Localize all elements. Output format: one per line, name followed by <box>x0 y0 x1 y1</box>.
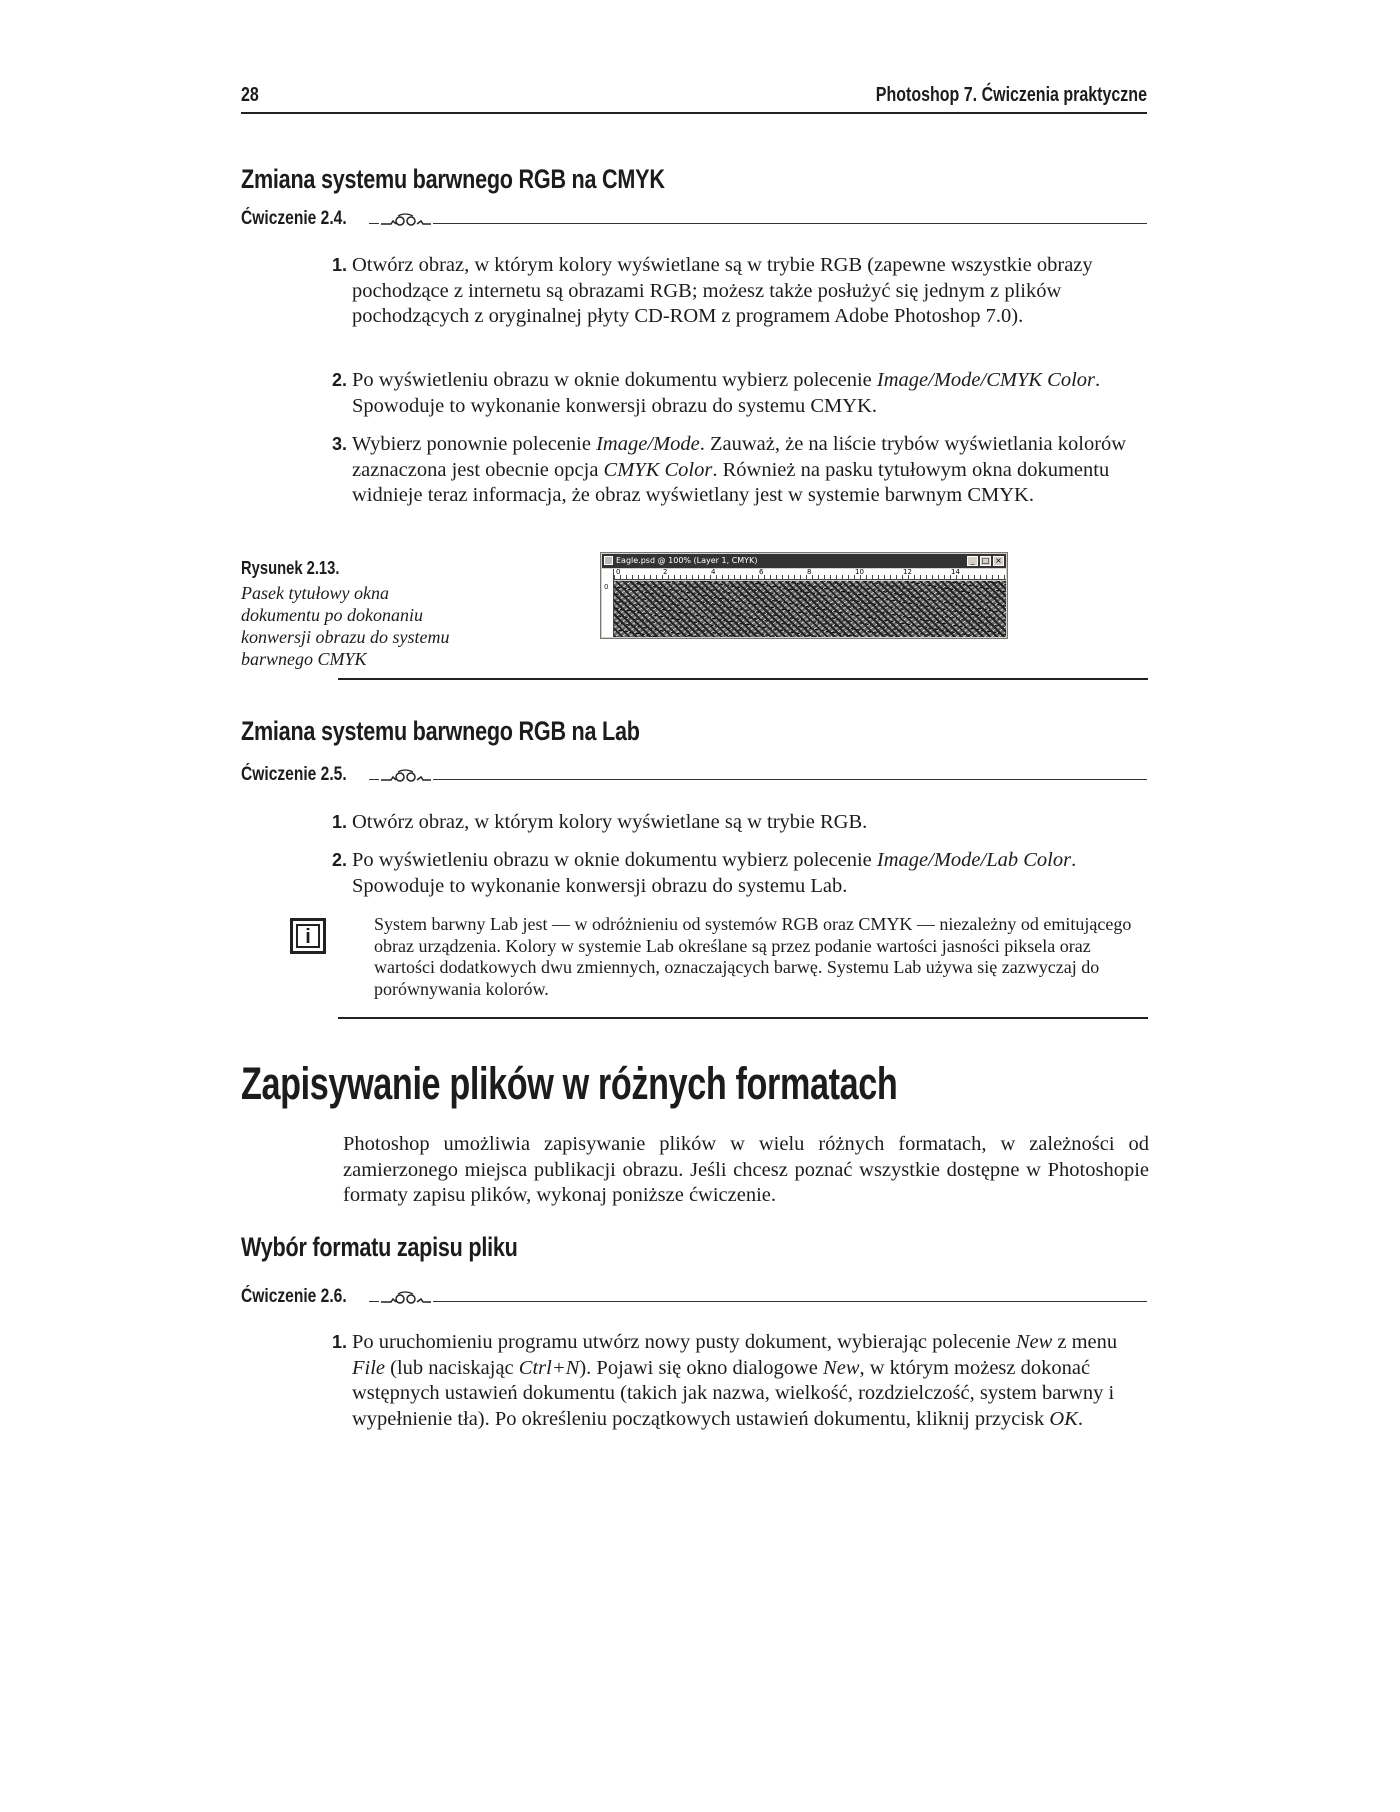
shortcut: Ctrl+N <box>518 1356 580 1379</box>
step-text: Po uruchomieniu programu utwórz nowy pusty dokument, wybierając polecenie <box>352 1331 1016 1353</box>
button-name: OK <box>1049 1407 1078 1430</box>
step-number: 1. <box>332 1332 348 1352</box>
vertical-ruler <box>602 569 614 637</box>
ornament-icon <box>379 768 433 786</box>
step-text: Otwórz obraz, w którym kolory wyświetlane są w trybie RGB. <box>352 811 868 833</box>
figure-caption-text: Pasek tytułowy okna dokumentu po dokonaniu konwersji obrazu do systemu barwnego CMYK <box>241 583 450 669</box>
exercise-label: Ćwiczenie 2.6. <box>241 1286 347 1307</box>
exercise-rule <box>369 223 1147 224</box>
image-canvas <box>614 581 1006 637</box>
step-text: . <box>1077 1407 1084 1430</box>
note-text: System barwny Lab jest — w odróżnieniu od systemów RGB oraz CMYK — niezależny od emitującego obraz urządzenia. Kolory w systemie Lab określane są przez podanie wartości jasności piksela oraz wartości dodatkowych dwu zmiennych, oznaczających barwę. Systemu Lab używa się zazwyczaj do porównywania kolorów. <box>374 914 1132 999</box>
ruler-mark: 0 <box>604 583 609 591</box>
ruler-mark: 10 <box>855 568 864 576</box>
list-item <box>332 253 1148 330</box>
running-title: Photoshop 7. Ćwiczenia praktyczne <box>875 84 1147 106</box>
exercise-rule <box>369 779 1147 780</box>
exercise-line-2-5 <box>241 764 1147 790</box>
intro-paragraph: Photoshop umożliwia zapisywanie plików w wielu różnych formatach, w zależności od zamierzonego miejsca publikacji obrazu. Jeśli chcesz poznać wszystkie dostępne w Photoshopie formaty zapisu plików, wykonaj poniższe ćwiczenie. <box>343 1133 1149 1206</box>
step-text: z menu <box>1052 1331 1118 1353</box>
section-divider <box>338 1017 1148 1019</box>
exercise-line-2-4 <box>241 208 1147 234</box>
list-item <box>332 1330 1148 1432</box>
step-number: 2. <box>332 370 348 390</box>
list-item <box>332 432 1148 509</box>
window-title: Eagle.psd @ 100% (Layer 1, CMYK) <box>616 556 758 565</box>
ruler-mark: 12 <box>903 568 912 576</box>
exercise-line-2-6 <box>241 1286 1147 1312</box>
ruler-mark: 4 <box>711 568 716 576</box>
info-icon <box>290 918 326 954</box>
step-text: . Spowoduje to wykonanie konwersji obrazu do systemu CMYK. <box>352 369 1101 417</box>
exercise-label: Ćwiczenie 2.4. <box>241 208 347 229</box>
section-heading-format: Wybór formatu zapisu pliku <box>241 1232 518 1262</box>
step-text: Wybierz ponownie polecenie <box>352 433 597 455</box>
command-name: New <box>1015 1331 1053 1353</box>
ornament-icon <box>379 1290 433 1308</box>
list-item <box>332 810 1148 836</box>
step-number: 2. <box>332 850 348 870</box>
running-header <box>241 84 1147 114</box>
step-text: Po wyświetleniu obrazu w oknie dokumentu wybierz polecenie <box>352 369 877 391</box>
maximize-icon: □ <box>981 556 990 565</box>
ruler-mark: 0 <box>616 568 621 576</box>
step-text: . Również na pasku tytułowym okna dokumentu widnieje teraz informacja, że obraz wyświetlany jest w systemie barwnym CMYK. <box>352 458 1110 506</box>
step-text: ). Pojawi się okno dialogowe <box>579 1356 824 1379</box>
figure-label: Rysunek 2.13. <box>241 558 340 578</box>
step-text: (lub naciskając <box>385 1356 519 1379</box>
figure-screenshot <box>600 552 1008 639</box>
info-glyph: i <box>296 924 320 948</box>
step-text: . Zauważ, że na liście trybów wyświetlania kolorów zaznaczona jest obecnie opcja <box>352 433 1127 481</box>
step-number: 1. <box>332 812 348 832</box>
dialog-name: New <box>823 1356 860 1379</box>
close-icon: × <box>993 556 1004 566</box>
list-item <box>332 848 1148 899</box>
ruler-mark: 14 <box>951 568 960 576</box>
ruler-mark: 2 <box>663 568 668 576</box>
section-divider <box>338 678 1148 680</box>
exercise-rule <box>369 1301 1147 1302</box>
list-item <box>332 368 1148 419</box>
menu-option: CMYK Color <box>603 458 713 481</box>
menu-name: File <box>352 1356 386 1379</box>
menu-path: Image/Mode <box>596 433 700 455</box>
ornament-icon <box>379 212 433 230</box>
exercise-label: Ćwiczenie 2.5. <box>241 764 347 785</box>
menu-path: Image/Mode/Lab Color <box>876 849 1072 871</box>
window-titlebar <box>602 554 1006 568</box>
step-text: Po wyświetleniu obrazu w oknie dokumentu wybierz polecenie <box>352 849 877 871</box>
step-text: Otwórz obraz, w którym kolory wyświetlane są w trybie RGB (zapewne wszystkie obrazy pochodzące z internetu są obrazami RGB; możesz także posłużyć się jednym z plików pochodzących z oryginalnej płyty CD-ROM z programem Adobe Photoshop 7.0). <box>352 254 1093 327</box>
section-heading-cmyk: Zmiana systemu barwnego RGB na CMYK <box>241 164 665 194</box>
minimize-icon: _ <box>967 556 978 566</box>
page-number: 28 <box>241 84 259 106</box>
section-heading-lab: Zmiana systemu barwnego RGB na Lab <box>241 716 640 746</box>
chapter-heading: Zapisywanie plików w różnych formatach <box>241 1058 898 1109</box>
ruler-mark: 8 <box>807 568 812 576</box>
step-number: 3. <box>332 434 348 454</box>
document-icon <box>604 556 613 565</box>
step-number: 1. <box>332 255 348 275</box>
menu-path: Image/Mode/CMYK Color <box>876 369 1095 391</box>
step-text: , w którym możesz dokonać wstępnych ustawień dokumentu (takich jak nazwa, wielkość, rozdzielczość, system barwny i wypełnienie tła). Po określeniu początkowych ustawień dokumentu, kliknij przycisk <box>352 1356 1115 1430</box>
ruler-mark: 6 <box>759 568 764 576</box>
step-text: . Spowoduje to wykonanie konwersji obrazu do systemu Lab. <box>352 849 1077 897</box>
horizontal-ruler <box>614 569 1006 580</box>
figure-caption <box>241 558 471 670</box>
